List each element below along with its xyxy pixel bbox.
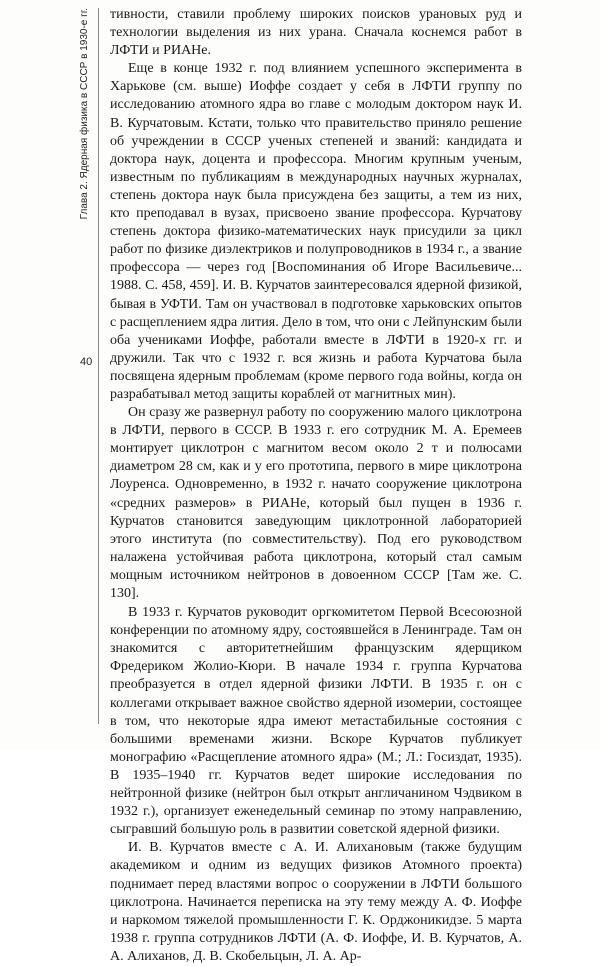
body-text: [110, 6, 522, 966]
running-head: [78, 8, 94, 438]
paragraph-kurchatov-group: Еще в конце 1932 г. под влиянием успешного эксперимента в Харькове (см. выше) Иоффе создает у себя в ЛФТИ группу по исследованию атомного ядра во главе с молодым доктором наук И. В. Курчатовым. Кстати, только что правительство приняло решение об учреждении в СССР ученых степеней и званий: кандидата и доктора наук, доцента и профессора. Многим крупным ученым, известным по публикациям в международных научных журналах, степень доктора наук была присуждена без защиты, а тем из них, кто преподавал в вузах, присвоено звание профессора. Курчатову степень доктора физико-математических наук присудили за цикл работ по физике диэлектриков и полупроводников в 1934 г., а звание профессора — через год [Воспоминания об Игоре Васильевиче... 1988. С. 458, 459]. И. В. Курчатов заинтересовался ядерной физикой, бывая в УФТИ. Там он участвовал в подготовке харьковских опытов с расщеплением ядра лития. Дело в том, что они с Лейпунским были оба учениками Иоффе, работали вместе в ЛФТИ в 1920-х гг. и дружили. Так что с 1932 г. вся жизнь и работа Курчатова была посвящена ядерным проблемам (кроме первого года войны, когда он разрабатывал метод защиты кораблей от магнитных мин).: [110, 61, 522, 402]
paragraph-continuation: тивности, ставили проблему широких поисков урановых руд и технологии выделения из них урана. Сначала коснемся работ в ЛФТИ и РИАНе.: [110, 7, 522, 59]
margin-rule: [98, 8, 99, 724]
paragraph-cyclotron: Он сразу же развернул работу по сооружению малого циклотрона в ЛФТИ, первого в СССР. В 1933 г. его сотрудник М. А. Еремеев монтирует циклотрон с магнитом весом около 2 т и полюсами диаметром 28 см, как и у его прототипа, первого в мире циклотрона Лоуренса. Одновременно, в 1932 г. начато сооружение циклотрона «средних размеров» в РИАНе, который был пущен в 1936 г. Курчатов становится заведующим циклотронной лабораторией этого института (по совместительству). Под его руководством налажена устойчивая работа циклотрона, который стал самым мощным источником нейтронов в довоенном СССР [Там же. С. 130].: [110, 405, 522, 601]
paragraph-1933-conference: В 1933 г. Курчатов руководит оргкомитетом Первой Всесоюзной конференции по атомному ядру, состоявшейся в Ленинграде. Там он знакомится с авторитетнейшим французским ядерщиком Фредериком Жолио-Кюри. В начале 1934 г. группа Курчатова преобразуется в отдел ядерной физики ЛФТИ. В 1935 г. он с коллегами открывает важное свойство ядерной изомерии, состоящее в том, что некоторые ядра имеют метастабильные состояния с большими временами жизни. Вскоре Курчатов публикует монографию «Расщепление атомного ядра» (М.; Л.: Госиздат, 1935). В 1935–1940 гг. Курчатов ведет широкие исследования по нейтронной физике (нейтрон был открыт англичанином Чэдвиком в 1932 г.), организует еженедельный семинар по этому направлению, сыгравший большую роль в развитии советской ядерной физики.: [110, 605, 522, 838]
running-head-text: Глава 2. Ядерная физика в СССР в 1930-е гг.: [79, 8, 90, 220]
paragraph-large-cyclotron: И. В. Курчатов вместе с А. И. Алихановым (также будущим академиком и одним из ведущих физиков Атомного проекта) поднимает перед властями вопрос о сооружении в ЛФТИ большого циклотрона. Начинается переписка на эту тему между А. Ф. Иоффе и наркомом тяжелой промышленности Г. К. Орджоникидзе. 5 марта 1938 г. группа сотрудников ЛФТИ (А. Ф. Иоффе, И. В. Курчатов, А. А. Алиханов, Д. В. Скобельцын, Л. А. Ар-: [110, 840, 522, 964]
page-number: 40: [80, 356, 93, 368]
